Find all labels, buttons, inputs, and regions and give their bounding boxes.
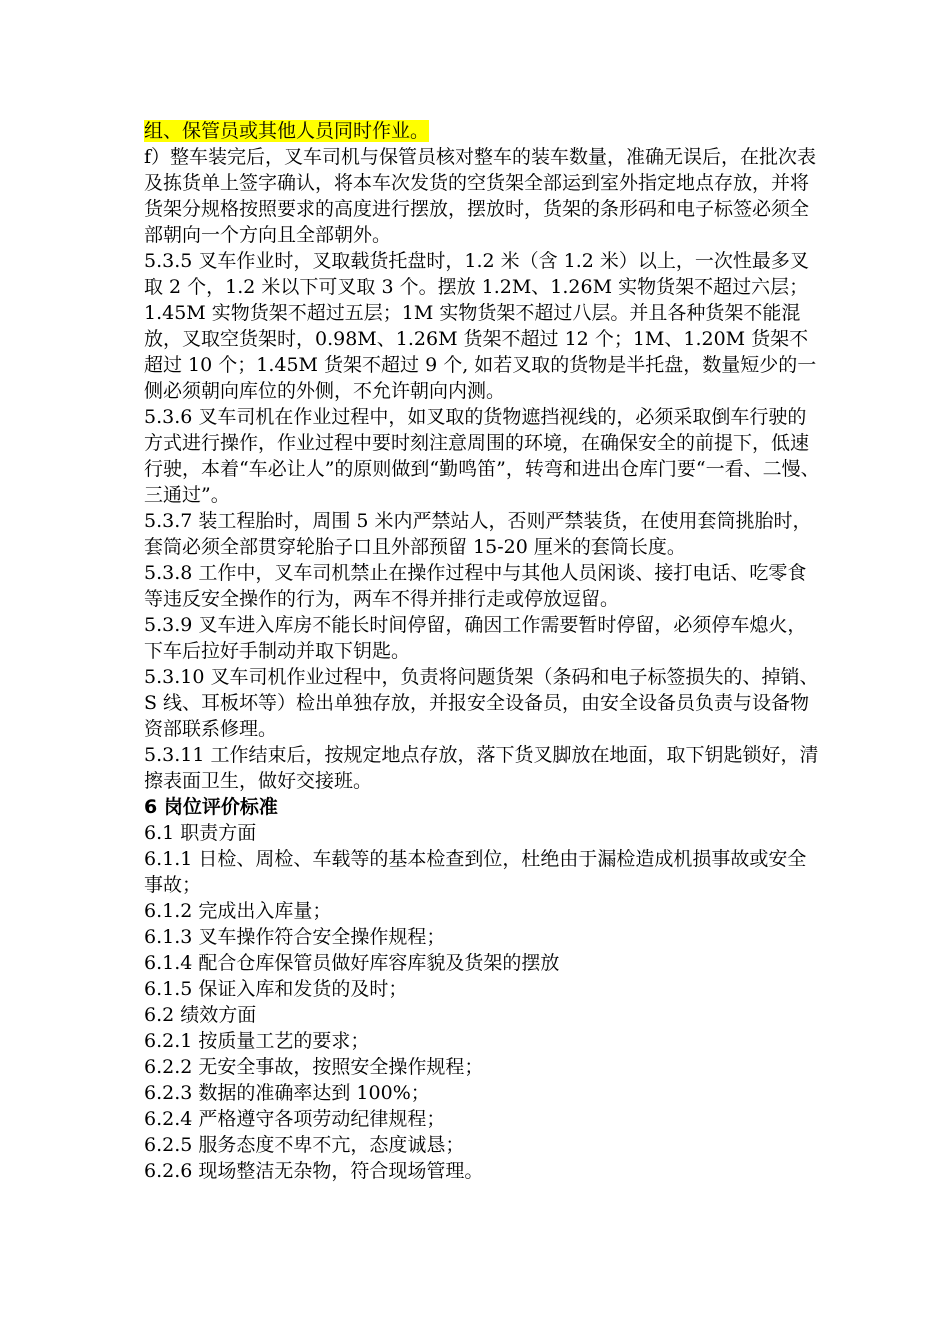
paragraph-5-3-5: 5.3.5 叉车作业时，叉取载货托盘时，1.2 米（含 1.2 米）以上，一次性最多叉取 2 个，1.2 米以下可叉取 3 个。摆放 1.2M、1.26M 实物货架不超过六层；1.45M 实物货架不超过五层；1M 实物货架不超过八层。并且各种货架不能混放，叉取空货架时，0.98M、1.26M 货架不超过 12 个；1M、1.20M 货架不超过 10 个；1.45M 货架不超过 9 个, 如若叉取的货物是半托盘，数量短少的一侧必须朝向库位的外侧，不允许朝向内测。 bbox=[144, 250, 817, 402]
document-body bbox=[144, 118, 824, 1184]
item-6-1-1: 6.1.1 日检、周检、车载等的基本检查到位，杜绝由于漏检造成机损事故或安全事故； bbox=[144, 848, 807, 896]
paragraph-5-3-11: 5.3.11 工作结束后，按规定地点存放，落下货叉脚放在地面，取下钥匙锁好，清擦表面卫生，做好交接班。 bbox=[144, 744, 819, 792]
paragraph-5-3-10: 5.3.10 叉车司机作业过程中，负责将问题货架（条码和电子标签损失的、掉销、S 线、耳板坏等）检出单独存放，并报安全设备员，由安全设备员负责与设备物资部联系修理。 bbox=[144, 666, 819, 740]
subsection-6-2: 6.2 绩效方面 bbox=[144, 1004, 257, 1026]
item-6-1-4: 6.1.4 配合仓库保管员做好库容库貌及货架的摆放 bbox=[144, 952, 560, 974]
paragraph-5-3-8: 5.3.8 工作中，叉车司机禁止在操作过程中与其他人员闲谈、接打电话、吃零食等违反安全操作的行为，两车不得并排行走或停放逗留。 bbox=[144, 562, 807, 610]
item-6-1-2: 6.1.2 完成出入库量； bbox=[144, 900, 332, 922]
paragraph-f-loading-complete: f）整车装完后，叉车司机与保管员核对整车的装车数量，准确无误后，在批次表及拣货单上签字确认，将本车次发货的空货架全部运到室外指定地点存放，并将货架分规格按照要求的高度进行摆放，摆放时，货架的条形码和电子标签必须全部朝向一个方向且全部朝外。 bbox=[144, 146, 817, 246]
item-6-2-1: 6.2.1 按质量工艺的要求； bbox=[144, 1030, 370, 1052]
paragraph-5-3-9: 5.3.9 叉车进入库房不能长时间停留，确因工作需要暂时停留，必须停车熄火，下车后拉好手制动并取下钥匙。 bbox=[144, 614, 807, 662]
item-6-2-5: 6.2.5 服务态度不卑不亢，态度诚恳； bbox=[144, 1134, 465, 1156]
item-6-2-4: 6.2.4 严格遵守各项劳动纪律规程； bbox=[144, 1108, 446, 1130]
paragraph-continuation bbox=[144, 118, 824, 144]
item-6-2-6: 6.2.6 现场整洁无杂物，符合现场管理。 bbox=[144, 1160, 484, 1182]
item-6-1-5: 6.1.5 保证入库和发货的及时； bbox=[144, 978, 408, 1000]
paragraph-5-3-7: 5.3.7 装工程胎时，周围 5 米内严禁站人，否则严禁装货，在使用套筒挑胎时，套筒必须全部贯穿轮胎子口且外部预留 15-20 厘米的套筒长度。 bbox=[144, 510, 812, 558]
item-6-2-2: 6.2.2 无安全事故，按照安全操作规程； bbox=[144, 1056, 484, 1078]
item-6-2-3: 6.2.3 数据的准确率达到 100%； bbox=[144, 1082, 430, 1104]
section-heading-6: 6 岗位评价标准 bbox=[144, 796, 278, 818]
item-6-1-3: 6.1.3 叉车操作符合安全操作规程； bbox=[144, 926, 446, 948]
subsection-6-1: 6.1 职责方面 bbox=[144, 822, 257, 844]
paragraph-5-3-6: 5.3.6 叉车司机在作业过程中，如叉取的货物遮挡视线的，必须采取倒车行驶的方式进行操作，作业过程中要时刻注意周围的环境，在确保安全的前提下，低速行驶，本着“车必让人”的原则做到“勤鸣笛”，转弯和进出仓库门要“一看、二慢、三通过”。 bbox=[144, 406, 820, 506]
highlighted-text: 组、保管员或其他人员同时作业。 bbox=[144, 120, 430, 142]
